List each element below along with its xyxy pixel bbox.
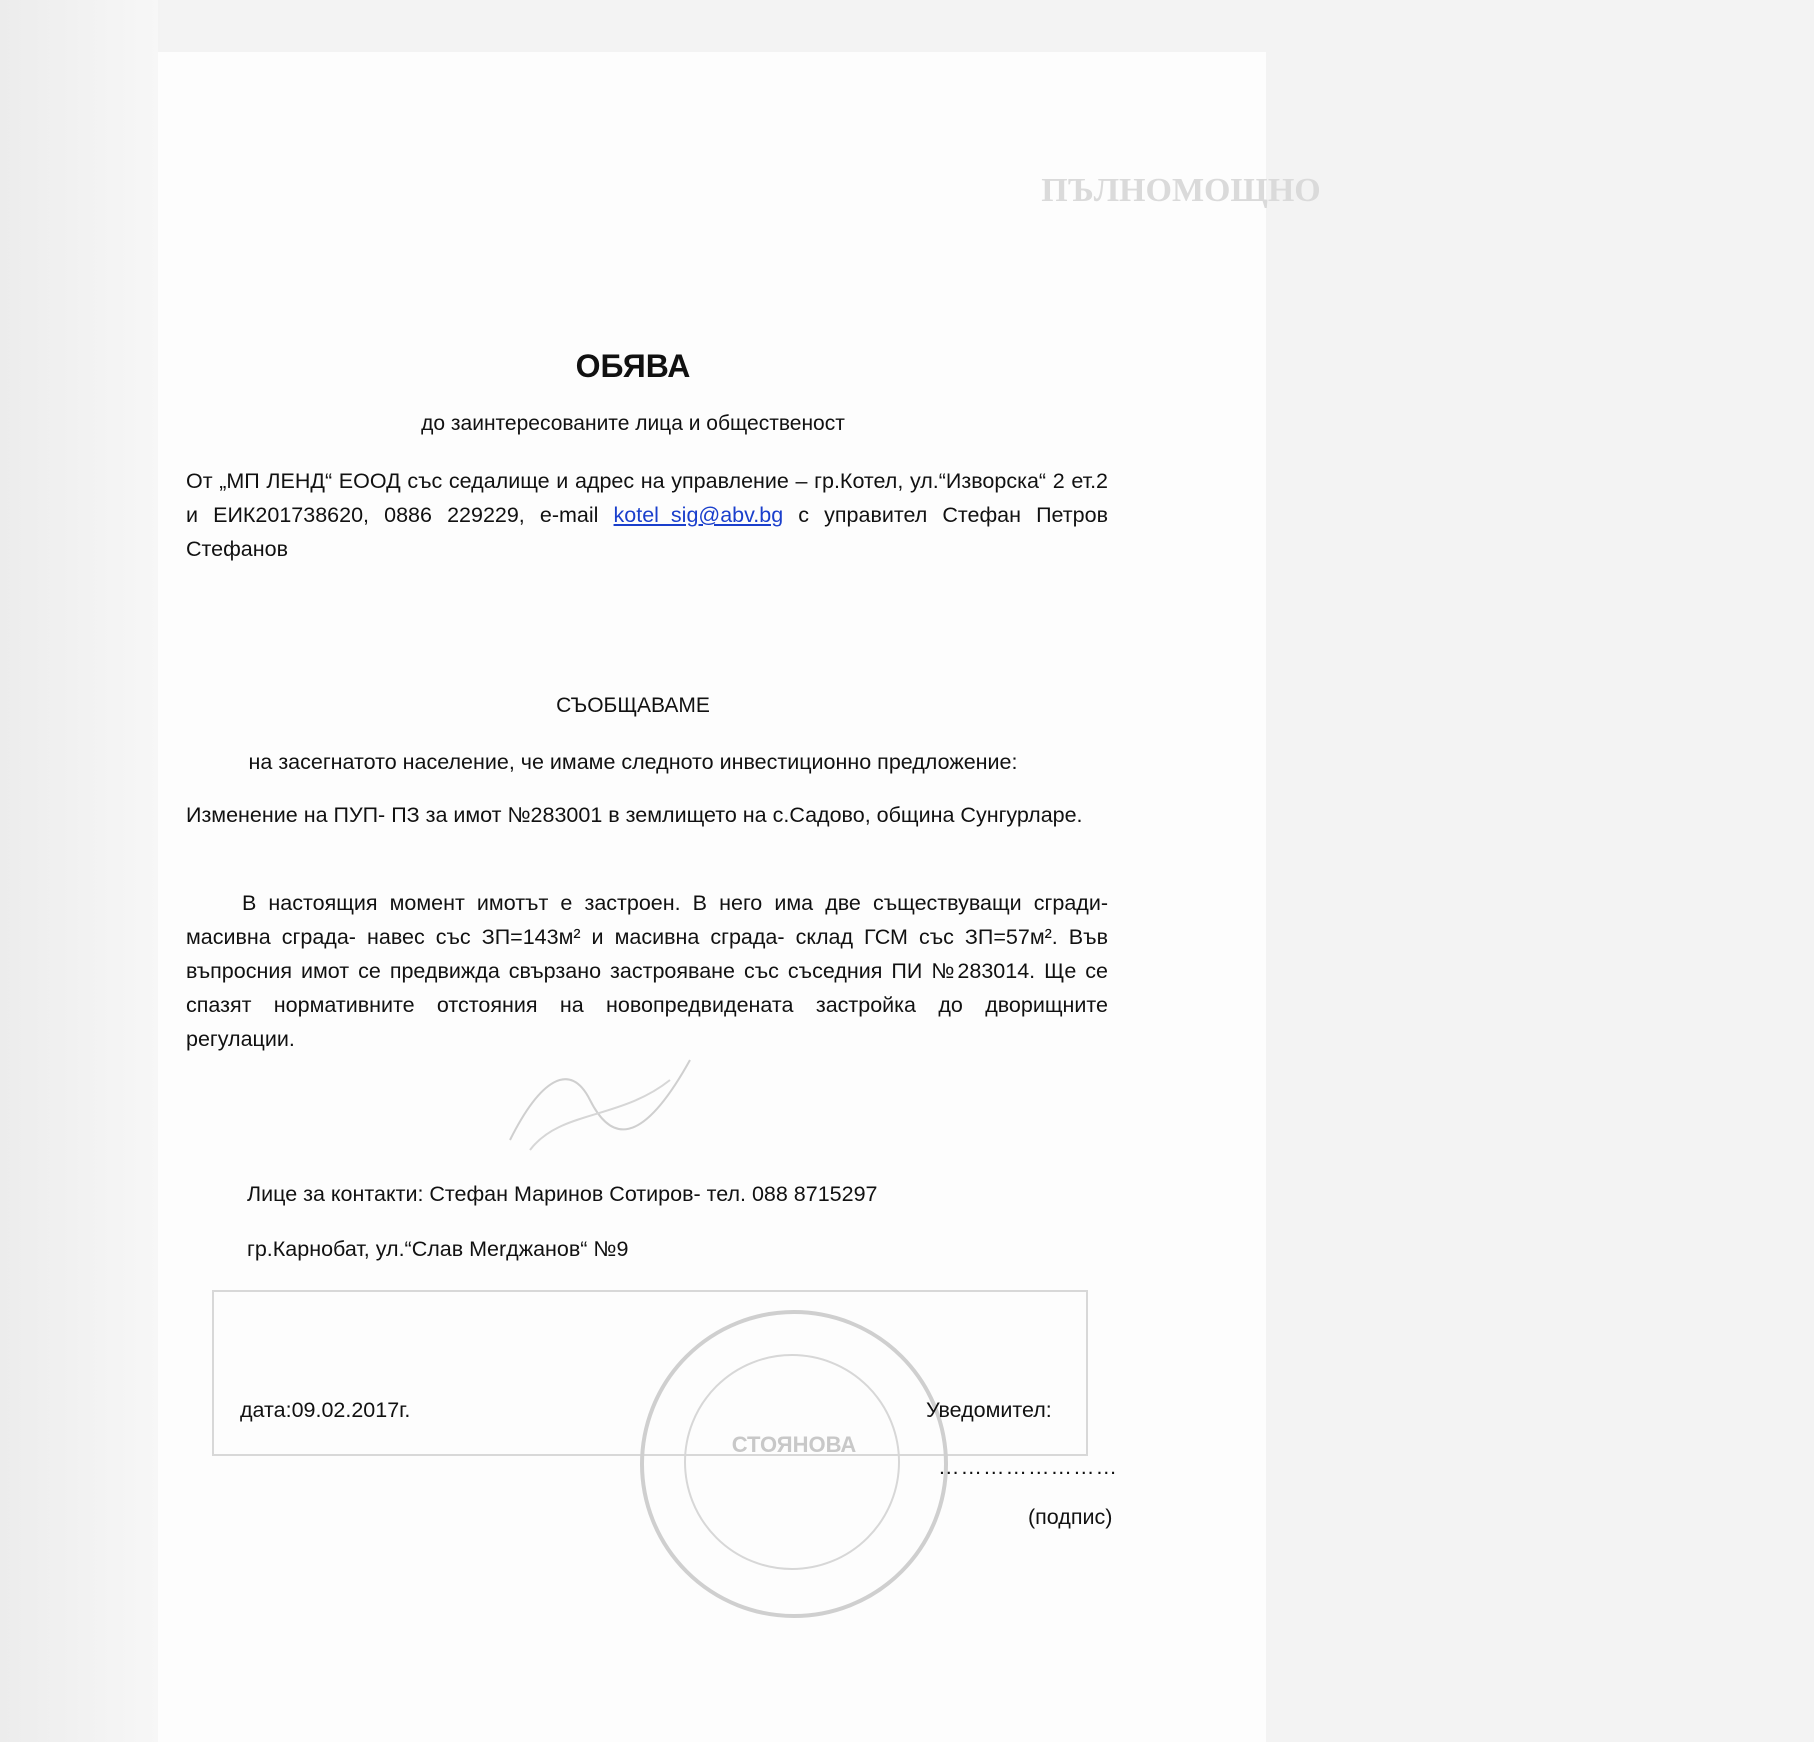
contact-address: гр.Карнобат, ул.“Слав Merджанов“ №9	[247, 1237, 629, 1261]
signature-line: ……………………	[938, 1455, 1118, 1479]
page-fold-background	[0, 0, 158, 1742]
description-paragraph: В настоящия момент имотът е застроен. В него има две съществуващи сгради- масивна сграда- навес със ЗП=143м² и масивна сграда- склад ГСМ със ЗП=57м². Във въпросния имот се предвижда свързано застрояване със съседния ПИ №283014. Ще се спазят нормативните отстояния на новопредвидената застройка до дворищните регулации.	[186, 891, 1108, 1051]
sender-text: От „МП ЛЕНД“ ЕООД със седалище и адрес на управление – гр.Котел, ул.“Изворска“ 2 ет.2 и ЕИК201738620, 0886 229229, e-mail	[186, 469, 1108, 527]
notifier-label: Уведомител:	[926, 1398, 1052, 1422]
signature-scribble	[500, 1040, 700, 1160]
document-title: ОБЯВА	[575, 348, 691, 384]
sender-manager-text: с управител Стефан Петров Стефанов	[186, 503, 1108, 561]
email-link[interactable]: kotel_sig@abv.bg	[613, 503, 784, 527]
population-line: на засегнатото население, че имаме следното инвестиционно предложение:	[248, 750, 1018, 774]
signature-label: (подпис)	[1028, 1505, 1113, 1529]
proposal-paragraph: Изменение на ПУП- ПЗ за имот №283001 в землището на с.Садово, община Сунгурларе.	[186, 803, 1083, 827]
announce-heading: СЪОБЩАВАМЕ	[556, 694, 710, 717]
sender-paragraph	[186, 464, 1108, 566]
document-subtitle: до заинтересованите лица и общественост	[421, 412, 845, 435]
document-date: дата:09.02.2017г.	[240, 1398, 411, 1422]
contact-person: Лице за контакти: Стефан Маринов Сотиров- тел. 088 8715297	[247, 1182, 878, 1206]
bleed-through-title: ПЪЛНОМОЩНО	[1041, 172, 1321, 209]
notary-stamp: СТОЯНОВА	[640, 1310, 948, 1618]
